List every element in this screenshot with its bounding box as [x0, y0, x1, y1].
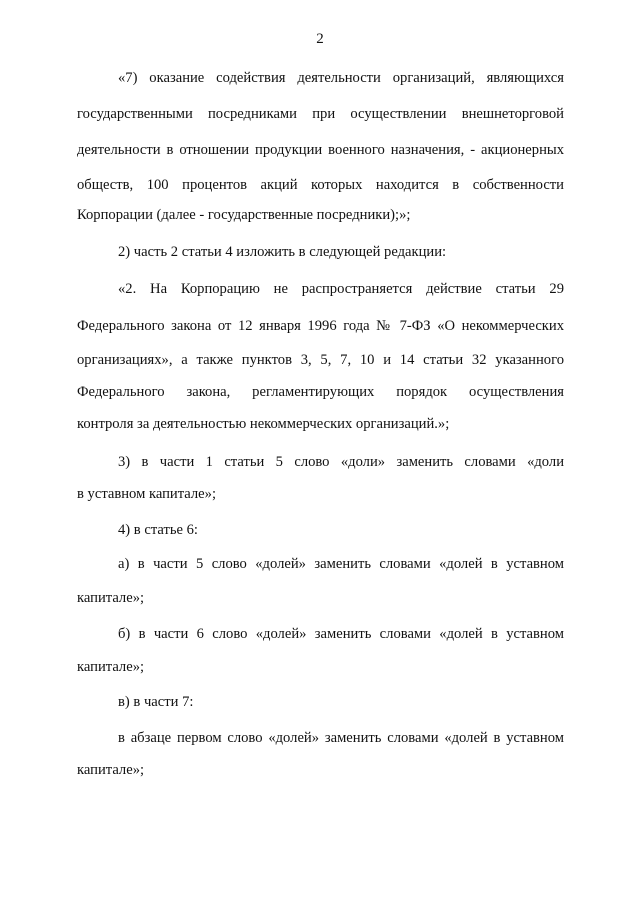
page-number: 2	[316, 31, 324, 47]
text-line: б) в части 6 слово «долей» заменить словами «долей в уставном	[118, 626, 564, 642]
text-line: Федерального закона от 12 января 1996 года № 7-ФЗ «О некоммерческих	[77, 318, 564, 334]
text-line: контроля за деятельностью некоммерческих организаций.»;	[77, 416, 450, 432]
text-line: Федерального закона, регламентирующих порядок осуществления	[77, 384, 564, 400]
text-line: Корпорации (далее - государственные посредники);»;	[77, 207, 411, 223]
text-line: в абзаце первом слово «долей» заменить словами «долей в уставном	[118, 730, 564, 746]
text-line: 2) часть 2 статьи 4 изложить в следующей редакции:	[118, 244, 447, 260]
text-line: государственными посредниками при осуществлении внешнеторговой	[77, 106, 564, 122]
text-line: деятельности в отношении продукции военного назначения, - акционерных	[77, 142, 564, 158]
text-line: капитале»;	[77, 659, 145, 675]
text-line: организациях», а также пунктов 3, 5, 7, 10 и 14 статьи 32 указанного	[77, 352, 564, 368]
text-line: а) в части 5 слово «долей» заменить словами «долей в уставном	[118, 556, 564, 572]
text-line: в) в части 7:	[118, 694, 194, 710]
text-line: «2. На Корпорацию не распространяется действие статьи 29	[118, 281, 564, 297]
text-line: обществ, 100 процентов акций которых находится в собственности	[77, 177, 564, 193]
text-line: 4) в статье 6:	[118, 522, 198, 538]
text-line: «7) оказание содействия деятельности организаций, являющихся	[118, 70, 564, 86]
text-line: капитале»;	[77, 762, 145, 778]
text-line: в уставном капитале»;	[77, 486, 216, 502]
text-line: капитале»;	[77, 590, 145, 606]
text-line: 3) в части 1 статьи 5 слово «доли» заменить словами «доли	[118, 454, 564, 470]
